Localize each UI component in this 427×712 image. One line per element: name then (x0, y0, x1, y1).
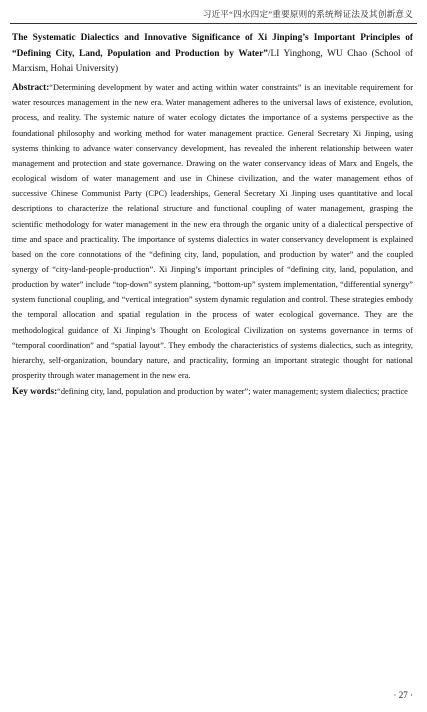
header-rule (10, 23, 417, 24)
article-content (12, 31, 413, 399)
keywords-label: Key words: (12, 386, 58, 397)
article-title: The Systematic Dialectics and Innovative Significance of Xi Jinping’s Important Principles of “Defining City, Land, Population and Production by Water” (12, 33, 413, 59)
abstract-label: Abstract: (12, 82, 50, 93)
abstract-text: “Determining development by water and acting within water constraints” is an inevitable requirement for water resources management in the new era. Water management adheres to the universal laws of existence, evolution, process, and reality. The systemic nature of water ecology dictates the importance of a systems perspective as the foundational philosophy and working method for water management practice. General Secretary Xi Jinping, using systems thinking to advance water conservancy development, has revealed the inherent relationship between water management and protection and state governance. Drawing on the water conservancy ideas of Marx and Engels, the ecological wisdom of water management and use in Chinese civilization, and the water management ethos of successive Chinese Communist Party (CPC) leaderships, General Secretary Xi Jinping uses quantitative and local descriptions to characterize the relational structure and functional coupling of water management, grasping the scientific methodology for water management in the new era through the organic unity of a dialectical perspective of time and space and practicality. The importance of systems dialectics in water conservancy development is explained based on the core connotations of the “defining city, land, population, and production by water” and the coupled synergy of “city-land-people-production”. Xi Jinping’s important principles of “defining city, land, population, and production by water” include “top-down” system planning, “bottom-up” system implementation, “differential synergy” system functional coupling, and “vertical integration” system dynamic regulation and control. These strategies embody the temporal allocation and spatial regulation in the process of water ecological governance. They are the methodological guidance of Xi Jinping’s Thought on Ecological Civilization on systems governance in terms of “temporal coordination” and “spatial layout”. They embody the characteristics of systems dialectics, such as integrity, hierarchy, self-organization, boundary nature, and practicality, forming an important strategic thought for national prosperity through water management in the new era. (12, 83, 413, 381)
article-affiliation: (School of Marxism, Hohai University) (12, 48, 413, 75)
article-authors: LI Yinghong, WU Chao (270, 48, 367, 59)
page-number: · 27 · (393, 690, 413, 700)
keywords-paragraph (12, 384, 413, 399)
keywords-text: “defining city, land, population and production by water”; water management; system dialectics; practice (57, 387, 408, 397)
running-head: 习近平“四水四定”重要原则的系统辩证法及其创新意义 (202, 9, 413, 19)
title-author-separator: / (267, 48, 271, 59)
abstract-paragraph (12, 80, 413, 383)
article-title-block (12, 31, 413, 78)
